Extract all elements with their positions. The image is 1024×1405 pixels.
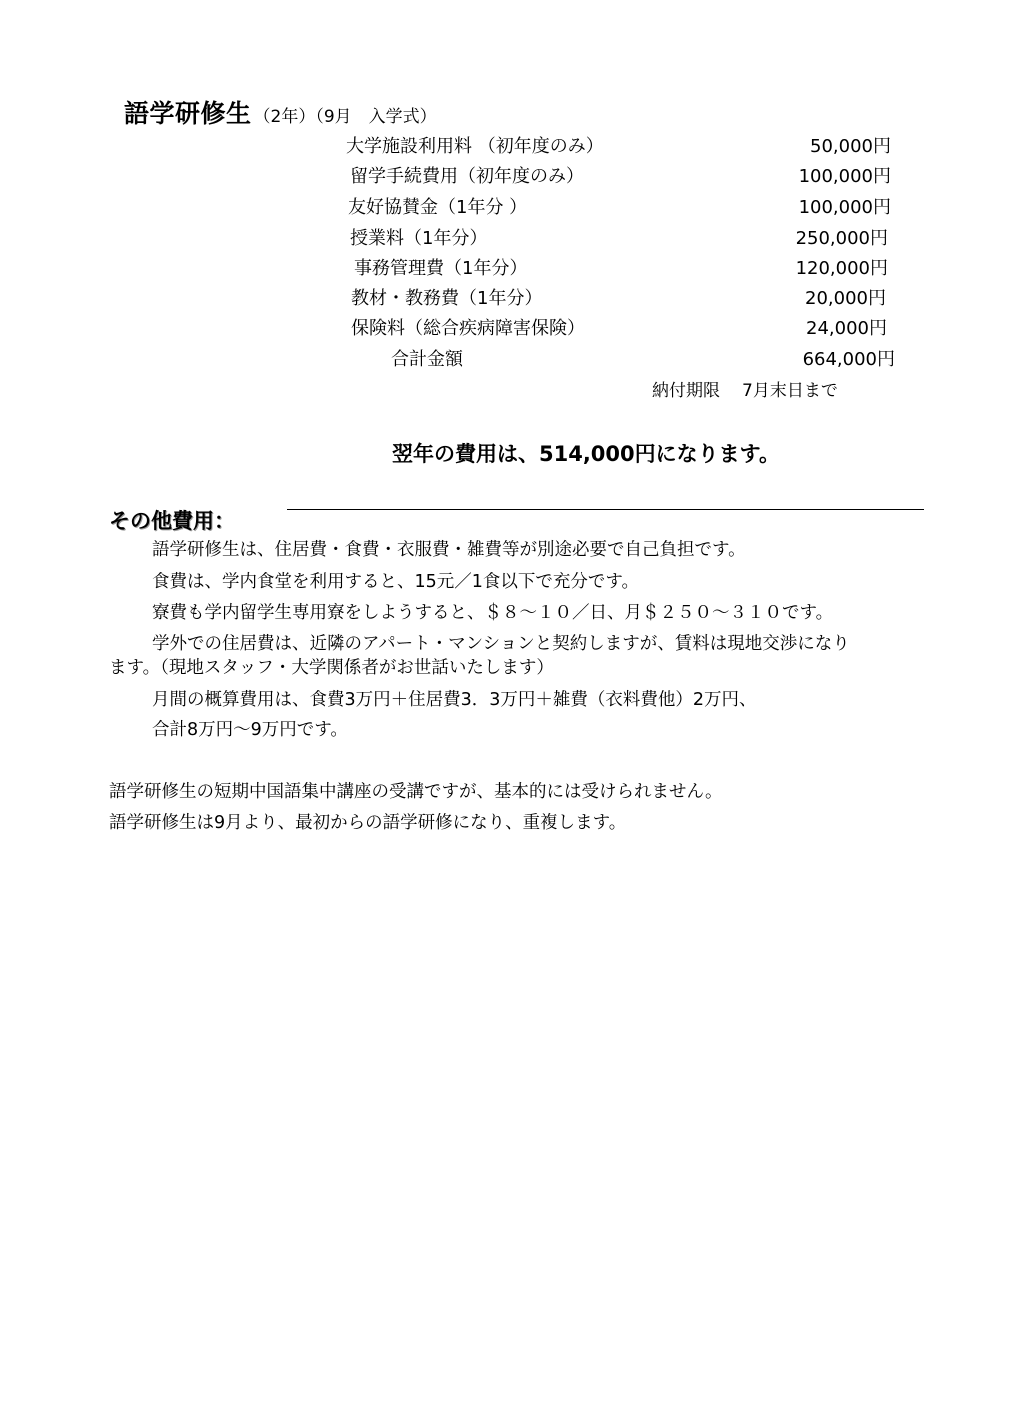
fee-label: 保険料（総合疾病障害保険） bbox=[351, 318, 585, 339]
fee-label: 友好協賛金（1年分 ） bbox=[348, 197, 528, 218]
other-costs-line: 寮費も学内留学生専用寮をしようすると、＄８～１０／日、月＄２５０～３１０です。 bbox=[152, 603, 834, 623]
fee-total-label: 合計金額 bbox=[391, 349, 463, 370]
fee-row bbox=[0, 314, 1024, 340]
payment-deadline bbox=[652, 376, 838, 401]
note-line: 語学研修生は9月より、最初からの語学研修になり、重複します。 bbox=[109, 813, 627, 833]
fee-label: 事務管理費（1年分） bbox=[354, 258, 528, 279]
deadline-label: 納付期限 bbox=[652, 381, 720, 401]
fee-amount: 50,000円 bbox=[810, 136, 891, 157]
fee-label: 大学施設利用料 （初年度のみ） bbox=[346, 136, 604, 157]
next-year-note: 翌年の費用は、514,000円になります。 bbox=[392, 442, 780, 466]
other-costs-heading: その他費用： bbox=[109, 509, 235, 533]
deadline-value: 7月末日まで bbox=[742, 381, 838, 401]
other-costs-line: 合計8万円～9万円です。 bbox=[152, 720, 348, 740]
fee-label: 留学手続費用（初年度のみ） bbox=[350, 166, 584, 187]
fee-amount: 20,000円 bbox=[805, 288, 886, 309]
fee-amount: 100,000円 bbox=[798, 197, 891, 218]
fee-row bbox=[0, 193, 1024, 219]
note-line: 語学研修生の短期中国語集中講座の受講ですが、基本的には受けられません。 bbox=[109, 782, 723, 802]
title-main: 語学研修生 bbox=[124, 99, 252, 128]
fee-total-row bbox=[0, 345, 1024, 371]
fee-label: 教材・教務費（1年分） bbox=[351, 288, 543, 309]
heading-rule-divider bbox=[287, 509, 924, 510]
other-costs-line: ます。（現地スタッフ・大学関係者がお世話いたします） bbox=[109, 658, 554, 678]
fee-label: 授業料（1年分） bbox=[350, 228, 488, 249]
page-title bbox=[124, 94, 437, 130]
title-subtitle: （2年）（9月 入学式） bbox=[253, 107, 437, 127]
other-costs-line: 月間の概算費用は、食費3万円＋住居費3．3万円＋雑費（衣料費他）2万円、 bbox=[152, 690, 757, 710]
fee-amount: 250,000円 bbox=[795, 228, 888, 249]
fee-row bbox=[0, 162, 1024, 188]
fee-row bbox=[0, 254, 1024, 280]
other-costs-line: 語学研修生は、住居費・食費・衣服費・雑費等が別途必要で自己負担です。 bbox=[152, 540, 746, 560]
fee-row bbox=[0, 132, 1024, 158]
fee-amount: 24,000円 bbox=[806, 318, 887, 339]
fee-row bbox=[0, 224, 1024, 250]
other-costs-line: 学外での住居費は、近隣のアパート・マンションと契約しますが、賃料は現地交渉になり bbox=[152, 634, 850, 654]
fee-amount: 100,000円 bbox=[798, 166, 891, 187]
fee-total-amount: 664,000円 bbox=[802, 349, 895, 370]
other-costs-line: 食費は、学内食堂を利用すると、15元／1食以下で充分です。 bbox=[152, 572, 640, 592]
fee-amount: 120,000円 bbox=[795, 258, 888, 279]
fee-row bbox=[0, 284, 1024, 310]
